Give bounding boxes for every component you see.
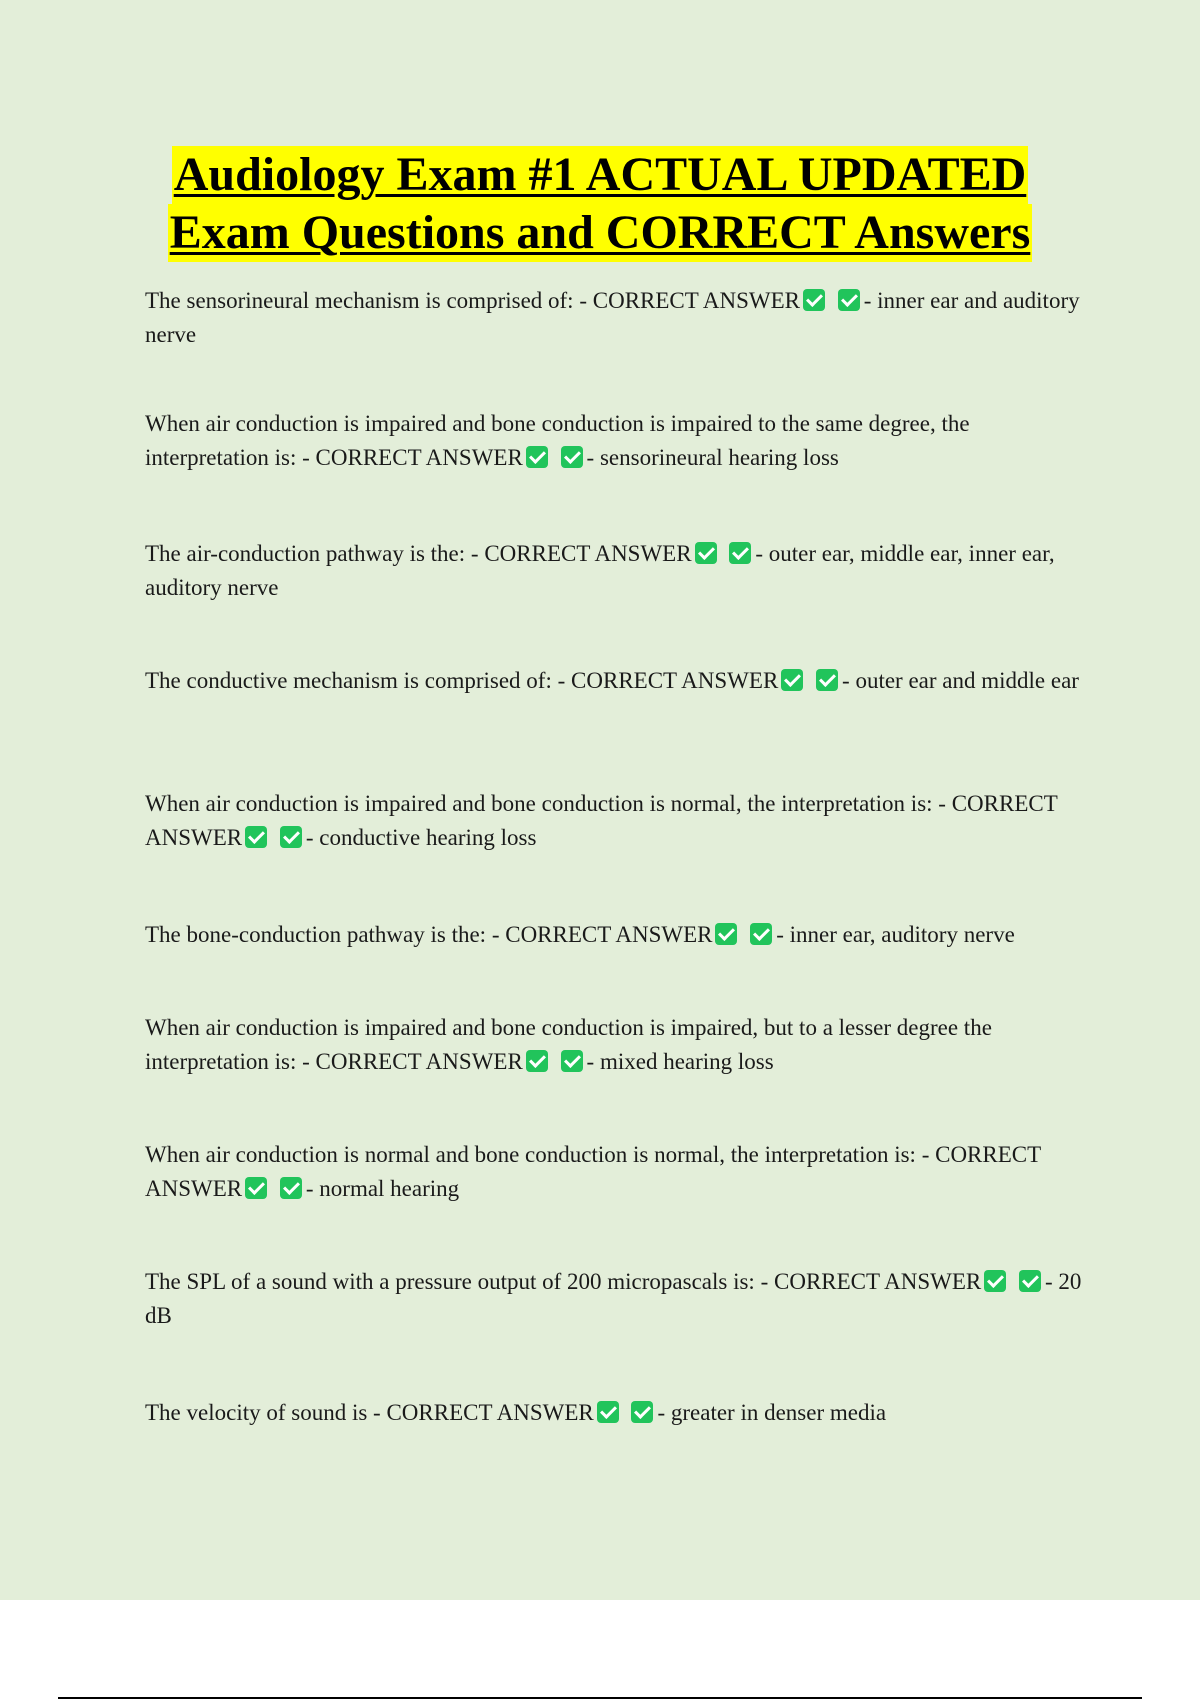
check-mark-icon: [729, 542, 751, 564]
answer-marker: CORRECT ANSWER: [315, 445, 523, 470]
qa-item-1: [145, 284, 1095, 352]
question-text: The velocity of sound is -: [145, 1400, 387, 1425]
check-mark-icon: [750, 923, 772, 945]
answer-marker: CORRECT ANSWER: [386, 1400, 594, 1425]
question-text: When air conduction is impaired and bone conduction is normal, the interpretation is: -: [145, 791, 952, 816]
footer-divider: [58, 1697, 1142, 1699]
answer-text: - greater in denser media: [657, 1400, 887, 1425]
answer-text: - 20 dB: [145, 1269, 1082, 1328]
answer-marker: CORRECT ANSWER: [484, 541, 692, 566]
check-mark-icon: [984, 1270, 1006, 1292]
answer-text: - mixed hearing loss: [586, 1049, 774, 1074]
question-text: When air conduction is impaired and bone conduction is impaired, but to a lesser degree the interpretation is: -: [145, 1015, 992, 1074]
qa-item-5: [145, 787, 1095, 855]
answer-marker: CORRECT ANSWER: [145, 791, 1058, 850]
check-mark-icon: [526, 446, 548, 468]
qa-item-6: [145, 918, 1095, 952]
question-text: When air conduction is impaired and bone conduction is impaired to the same degree, the interpretation is: -: [145, 411, 970, 470]
answer-text: - sensorineural hearing loss: [586, 445, 839, 470]
question-text: The air-conduction pathway is the: -: [145, 541, 485, 566]
answer-text: - outer ear, middle ear, inner ear, auditory nerve: [145, 541, 1055, 600]
answer-text: - inner ear and auditory nerve: [145, 288, 1080, 347]
title-line-1: Audiology Exam #1 ACTUAL UPDATED: [172, 146, 1029, 204]
question-text: The sensorineural mechanism is comprised of: -: [145, 288, 593, 313]
answer-marker: CORRECT ANSWER: [592, 288, 800, 313]
check-mark-icon: [597, 1401, 619, 1423]
check-mark-icon: [245, 826, 267, 848]
qa-item-3: [145, 537, 1095, 605]
check-mark-icon: [526, 1050, 548, 1072]
check-mark-icon: [245, 1177, 267, 1199]
answer-text: - inner ear, auditory nerve: [776, 922, 1015, 947]
check-mark-icon: [803, 289, 825, 311]
title-line-2: Exam Questions and CORRECT Answers: [168, 204, 1033, 262]
check-mark-icon: [631, 1401, 653, 1423]
qa-item-4: [145, 664, 1095, 698]
qa-item-10: [145, 1396, 1095, 1430]
question-text: The bone-conduction pathway is the: -: [145, 922, 506, 947]
question-text: The conductive mechanism is comprised of: -: [145, 668, 572, 693]
qa-item-9: [145, 1265, 1095, 1333]
check-mark-icon: [561, 1050, 583, 1072]
qa-item-7: [145, 1011, 1095, 1079]
answer-marker: CORRECT ANSWER: [145, 1142, 1041, 1201]
answer-marker: CORRECT ANSWER: [505, 922, 713, 947]
answer-text: - normal hearing: [305, 1176, 460, 1201]
check-mark-icon: [1019, 1270, 1041, 1292]
check-mark-icon: [695, 542, 717, 564]
answer-text: - conductive hearing loss: [305, 825, 537, 850]
answer-marker: CORRECT ANSWER: [774, 1269, 982, 1294]
check-mark-icon: [816, 669, 838, 691]
answer-marker: CORRECT ANSWER: [315, 1049, 523, 1074]
question-text: The SPL of a sound with a pressure output of 200 micropascals is: -: [145, 1269, 774, 1294]
check-mark-icon: [838, 289, 860, 311]
answer-text: - outer ear and middle ear: [842, 668, 1079, 693]
qa-item-2: [145, 407, 1095, 475]
check-mark-icon: [280, 826, 302, 848]
question-text: When air conduction is normal and bone conduction is normal, the interpretation is: -: [145, 1142, 936, 1167]
check-mark-icon: [561, 446, 583, 468]
check-mark-icon: [781, 669, 803, 691]
check-mark-icon: [280, 1177, 302, 1199]
qa-item-8: [145, 1138, 1095, 1206]
document-title: [0, 146, 1200, 262]
check-mark-icon: [715, 923, 737, 945]
answer-marker: CORRECT ANSWER: [571, 668, 779, 693]
